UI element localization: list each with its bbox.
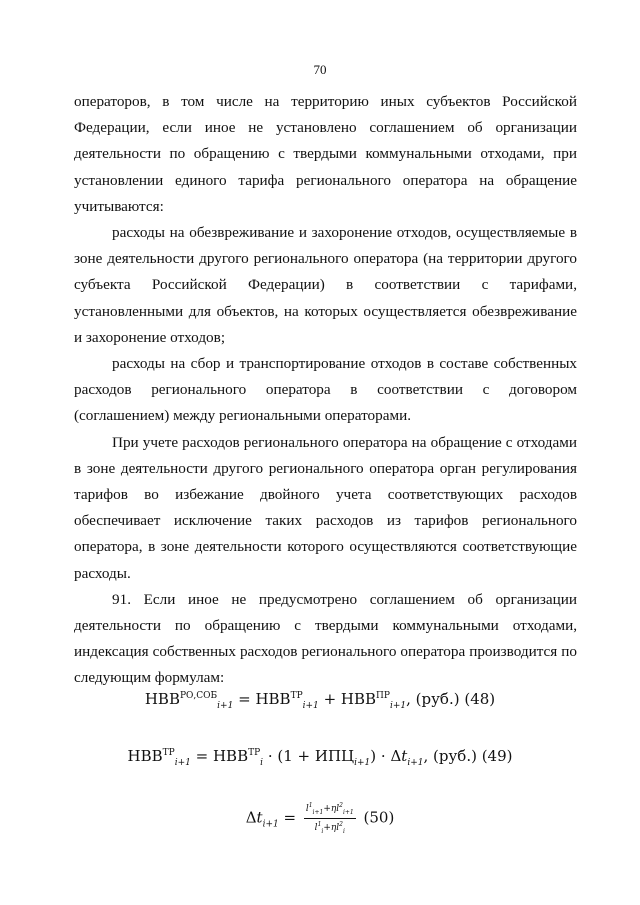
- page-number: 70: [313, 62, 327, 77]
- formula-50-fraction: [304, 800, 356, 837]
- body-text: [74, 89, 577, 692]
- formula-49: $НВВ^{ТР}_{i+1} = НВВ^{ТР}_i \cdot (1 + ИПЦ_{i+1}) \cdot \Delta t_{i+1}$, (руб.) (49): [127, 747, 513, 768]
- paragraph-continuation: операторов, в том числе на территорию иных субъектов Российской Федерации, если иное не установлено соглашением об организации деятельности по обращению с твердыми коммунальными отходами, при установлении единого тарифа регионального оператора на обращение учитываются:: [74, 93, 577, 215]
- paragraph-collection-costs: расходы на сбор и транспортирование отходов в составе собственных расходов регионального оператора в соответствии с договором (соглашением) между региональными операторами.: [74, 355, 577, 425]
- fraction-numerator: $l^1_{i+1}+\eta l^2_{i+1}$: [304, 800, 356, 819]
- fraction-denominator: $l^1_i+\eta l^2_i$: [314, 820, 345, 835]
- formula-50: $\Delta t_{i+1}$ = $\frac{l^1_{i+1}+\eta l^2_{i+1}}{l^1_i+\eta l^2_i}$ (50): [245, 802, 395, 835]
- paragraph-clause-91: 91. Если иное не предусмотрено соглашением об организации деятельности по обращению с твердыми коммунальными отходами, индексация собственных расходов регионального оператора производится по следующим формулам:: [74, 590, 577, 687]
- paragraph-double-counting: При учете расходов регионального оператора на обращение с отходами в зоне деятельности другого регионального оператора орган регулирования тарифов во избежание двойного учета соответствующих расходов обеспечивает исключение таких расходов из тарифов регионального оператора, в зоне деятельности которого осуществляются соответствующие расходы.: [74, 433, 577, 582]
- formula-48: $НВВ^{РО,СОБ}_{i+1} = НВВ^{ТР}_{i+1} + НВВ^{ПР}_{i+1}$, (руб.) (48): [144, 690, 496, 711]
- paragraph-disposal-costs: расходы на обезвреживание и захоронение отходов, осуществляемые в зоне деятельности другого регионального оператора (на территории другого субъекта Российской Федерации) в соответствии с тарифами, установленными для объектов, на которых осуществляется обезвреживание и захоронение отходов;: [74, 224, 577, 346]
